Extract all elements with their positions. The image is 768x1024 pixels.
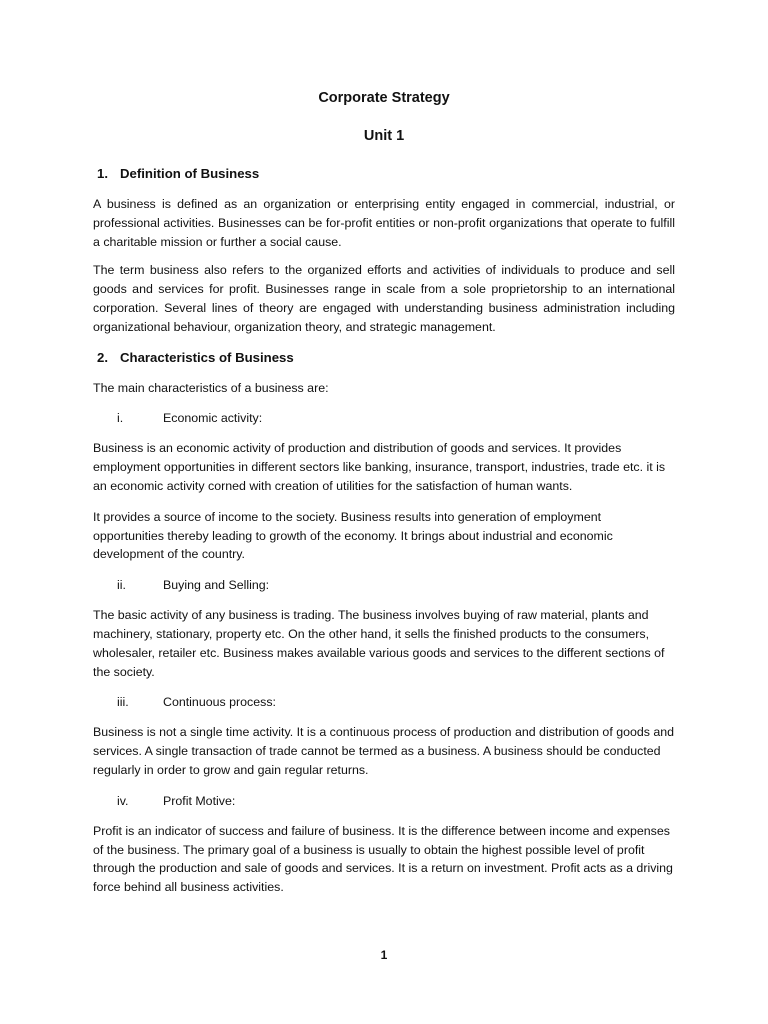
subheading-title: Profit Motive: bbox=[163, 793, 236, 808]
paragraph: A business is defined as an organization or enterprising entity engaged in commercial, industrial, or professional activities. Businesses can be for-profit entities or non-profit organizations that operate to fulfill a charitable mission or further a social cause. bbox=[93, 197, 675, 249]
section-number: 2. bbox=[97, 349, 108, 365]
subheading-title: Buying and Selling: bbox=[163, 578, 270, 593]
subheading-title: Continuous process: bbox=[163, 695, 276, 710]
page-content bbox=[93, 88, 675, 897]
paragraph: Profit is an indicator of success and failure of business. It is the difference between income and expenses of the business. The primary goal of a business is usually to obtain the highest possible level of profit through the production and sale of goods and services. It is a return on investment. Profit acts as a driving force behind all business activities. bbox=[93, 823, 673, 895]
roman-numeral: iv. bbox=[117, 793, 129, 808]
page-number: 1 bbox=[380, 948, 388, 962]
document-title: Corporate Strategy bbox=[318, 90, 450, 106]
paragraph: It provides a source of income to the society. Business results into generation of employment opportunities thereby leading to growth of the economy. It brings about industrial and economic development of the country. bbox=[93, 509, 613, 562]
subheading-continuous-process bbox=[93, 693, 675, 711]
subheading-buying-and-selling bbox=[93, 576, 675, 594]
paragraph: The main characteristics of a business are: bbox=[93, 380, 329, 395]
paragraph: Business is an economic activity of production and distribution of goods and services. It provides employment opportunities in different sectors like banking, insurance, transport, industries, trade etc. it is an economic activity corned with creation of utilities for the satisfaction of human wants. bbox=[93, 441, 666, 493]
paragraph: The term business also refers to the organized efforts and activities of individuals to produce and sell goods and services for profit. Businesses range in scale from a sole proprietorship to an international corporation. Several lines of theory are engaged with understanding business administration including organizational behaviour, organization theory, and strategic management. bbox=[93, 263, 675, 334]
section-number: 1. bbox=[97, 166, 108, 181]
section-heading-characteristics bbox=[93, 349, 675, 367]
section-heading-definition bbox=[93, 165, 675, 183]
section-title: Characteristics of Business bbox=[120, 349, 294, 365]
subheading-profit-motive bbox=[93, 792, 675, 810]
subheading-title: Economic activity: bbox=[163, 411, 263, 426]
section-title: Definition of Business bbox=[120, 166, 260, 181]
subheading-economic-activity bbox=[93, 409, 675, 427]
roman-numeral: ii. bbox=[117, 578, 126, 593]
paragraph: The basic activity of any business is trading. The business involves buying of raw material, plants and machinery, stationary, property etc. On the other hand, it sells the finished products to the consumers, wholesaler, retailer etc. Business makes available various goods and services to the different sections of the society. bbox=[93, 608, 665, 679]
unit-title: Unit 1 bbox=[363, 128, 405, 144]
roman-numeral: i. bbox=[117, 411, 124, 426]
roman-numeral: iii. bbox=[117, 695, 129, 710]
paragraph: Business is not a single time activity. It is a continuous process of production and distribution of goods and services. A single transaction of trade cannot be termed as a business. A business should be conducted regularly in order to grow and gain regular returns. bbox=[93, 725, 675, 777]
